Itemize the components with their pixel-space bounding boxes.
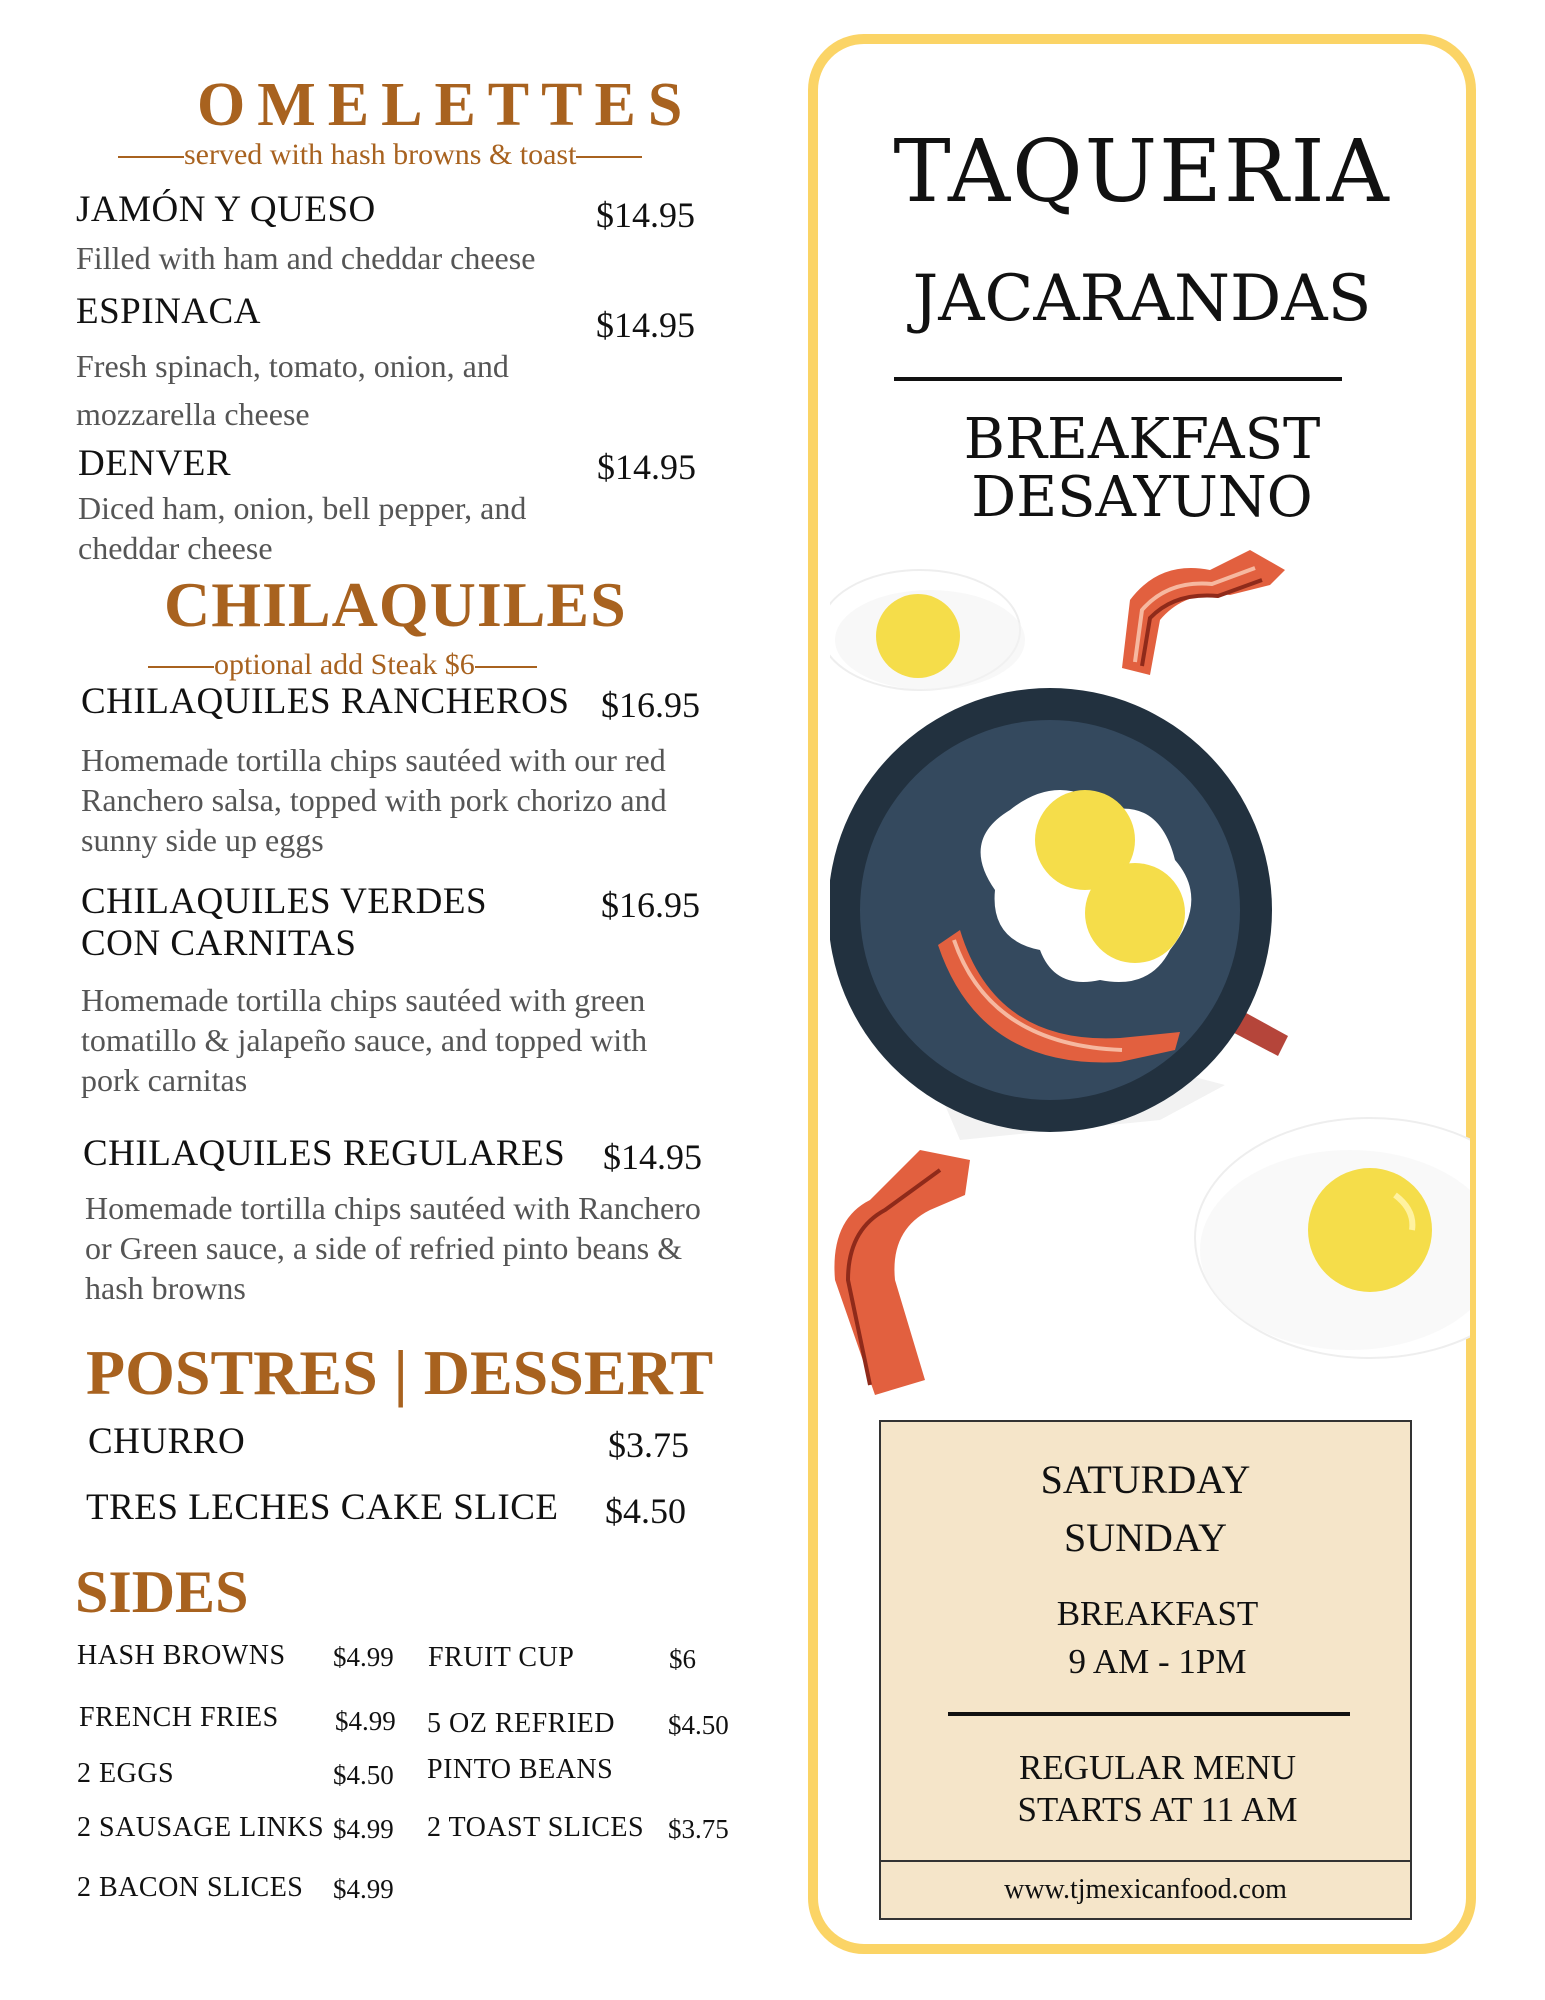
side-item-price: $4.99 (333, 1874, 394, 1904)
regular-menu-note: REGULAR MENU (1018, 1748, 1297, 1787)
item-name: CON CARNITAS (81, 923, 357, 964)
website-divider (881, 1860, 1410, 1862)
item-description: Homemade tortilla chips sautéed with green tomatillo & jalapeño sauce, and topped with pork carnitas (81, 982, 648, 1098)
side-item-name: 2 TOAST SLICES (427, 1812, 645, 1843)
item-price: $3.75 (608, 1425, 689, 1465)
side-item-name: 2 EGGS (77, 1758, 175, 1789)
chilaquiles-heading: CHILAQUILES (164, 569, 627, 640)
item-price: $16.95 (601, 685, 700, 725)
item-description: Diced ham, onion, bell pepper, and cheddar cheese (78, 490, 527, 566)
bacon-strip-icon (1122, 550, 1285, 675)
item-name: CHILAQUILES REGULARES (83, 1133, 566, 1174)
hours-box (879, 1420, 1412, 1920)
item-price: $14.95 (596, 305, 695, 345)
breakfast-label: BREAKFAST (1056, 1594, 1259, 1633)
item-name: CHILAQUILES VERDES (81, 881, 488, 922)
regular-menu-note: STARTS AT 11 AM (1017, 1790, 1298, 1829)
item-description: Fresh spinach, tomato, onion, and mozzarella cheese (76, 348, 509, 432)
omelettes-subtitle (118, 138, 642, 172)
hours-day: SATURDAY (1040, 1457, 1251, 1502)
side-item-name: FRUIT CUP (428, 1642, 575, 1673)
brand-title: TAQUERIA (893, 122, 1391, 222)
hours-day: SUNDAY (1063, 1515, 1227, 1560)
website-link[interactable]: www.tjmexicanfood.com (1004, 1874, 1287, 1905)
fried-egg-icon (830, 570, 1025, 690)
side-item-price: $4.99 (333, 1814, 394, 1844)
side-item-name: 2 BACON SLICES (77, 1872, 304, 1903)
menu-name-spanish: DESAYUNO (971, 465, 1313, 530)
menu-name: BREAKFAST (963, 407, 1321, 472)
item-price: $14.95 (603, 1137, 702, 1177)
divider (148, 666, 214, 668)
item-name: CHURRO (88, 1421, 246, 1462)
item-price: $4.50 (605, 1491, 686, 1531)
side-item-name: 5 OZ REFRIED (427, 1708, 615, 1739)
hours-divider (948, 1712, 1350, 1716)
item-name: DENVER (78, 443, 232, 484)
item-price: $14.95 (596, 195, 695, 235)
divider (475, 666, 537, 668)
omelettes-heading: OMELETTES (197, 71, 695, 139)
chilaquiles-subtitle (148, 648, 537, 682)
side-item-price: $4.50 (333, 1760, 394, 1790)
breakfast-illustration (830, 540, 1470, 1420)
side-item-name: 2 SAUSAGE LINKS (77, 1812, 325, 1843)
omelettes-subtitle-text: served with hash browns & toast (184, 138, 577, 171)
chilaquiles-subtitle-text: optional add Steak $6 (214, 648, 475, 681)
item-description: Homemade tortilla chips sautéed with Ranchero or Green sauce, a side of refried pinto beans & hash browns (85, 1190, 701, 1306)
sides-heading: SIDES (75, 1559, 249, 1625)
item-name: JAMÓN Y QUESO (76, 189, 376, 230)
side-item-price: $4.99 (335, 1706, 396, 1736)
side-item-price: $6 (669, 1644, 696, 1674)
bacon-strip-icon (834, 1150, 970, 1395)
item-name: CHILAQUILES RANCHEROS (81, 681, 570, 722)
side-item-name: FRENCH FRIES (79, 1702, 279, 1733)
desserts-heading: POSTRES | DESSERT (86, 1337, 714, 1408)
divider (118, 156, 184, 158)
title-divider (894, 377, 1342, 381)
side-item-name: PINTO BEANS (427, 1754, 614, 1785)
item-name: TRES LECHES CAKE SLICE (86, 1487, 559, 1528)
fried-egg-icon (1195, 1118, 1470, 1358)
item-description: Homemade tortilla chips sautéed with our red Ranchero salsa, topped with pork chorizo and sunny side up eggs (81, 742, 667, 858)
item-price: $14.95 (597, 447, 696, 487)
brand-subtitle: JACARANDAS (912, 262, 1372, 336)
side-item-name: HASH BROWNS (77, 1640, 286, 1671)
item-name: ESPINACA (76, 291, 261, 332)
divider (576, 156, 642, 158)
item-price: $16.95 (601, 885, 700, 925)
frying-pan-icon (830, 688, 1272, 1132)
side-item-price: $4.50 (668, 1710, 729, 1740)
side-item-price: $3.75 (668, 1814, 729, 1844)
side-item-price: $4.99 (333, 1642, 394, 1672)
breakfast-time: 9 AM - 1PM (1068, 1642, 1247, 1681)
item-description: Filled with ham and cheddar cheese (76, 240, 536, 276)
